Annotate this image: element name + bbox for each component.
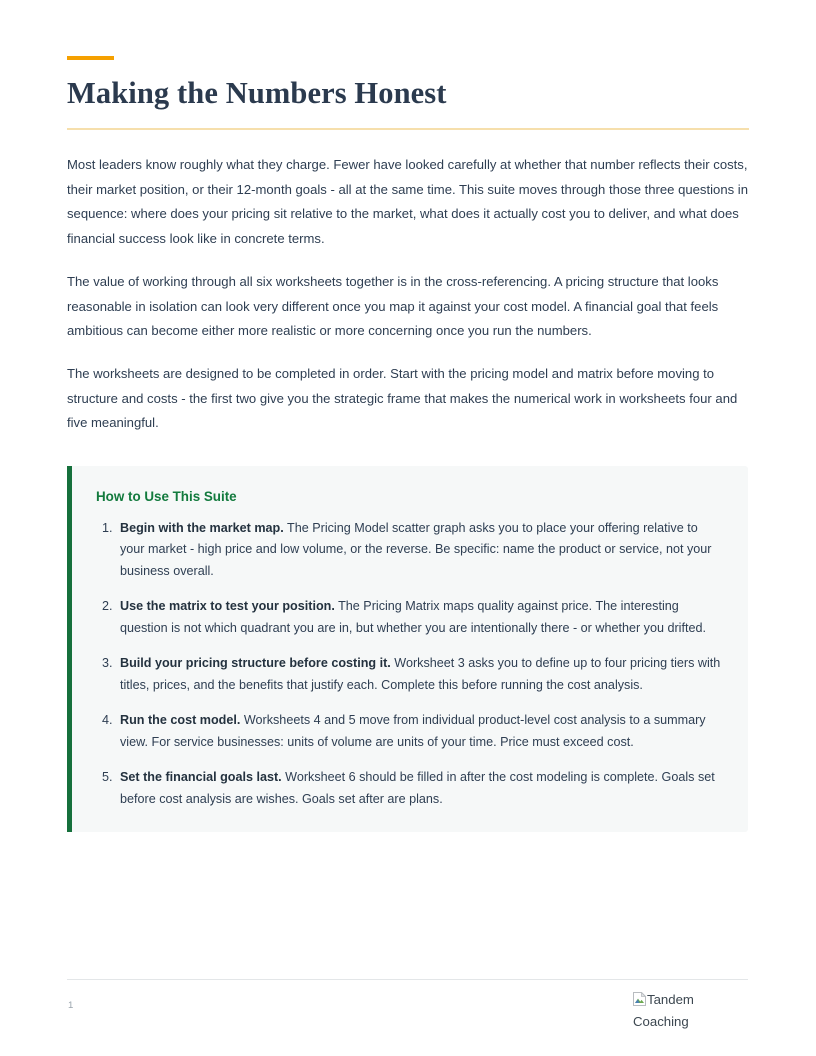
page-title: Making the Numbers Honest	[67, 76, 447, 110]
page-footer	[67, 979, 748, 1040]
list-item-lead: Begin with the market map.	[120, 520, 284, 535]
list-item	[116, 518, 722, 583]
paragraph-2: The value of working through all six worksheets together is in the cross-referencing. A pricing structure that looks reasonable in isolation can look very different once you map it against your cost model. A financial goal that feels ambitious can become either more realistic or more concerning once you run the numbers.	[67, 273, 719, 339]
callout-heading: How to Use This Suite	[96, 489, 237, 505]
list-item-lead: Use the matrix to test your position.	[120, 599, 335, 614]
title-divider-rule	[67, 128, 749, 130]
list-item-text: The Pricing Matrix maps quality against price. The interesting question is not which quadrant you are in, but whether you are intentionally there - or whether you drifted.	[120, 599, 706, 635]
list-item-text: Worksheets 4 and 5 move from individual product-level cost analysis to a summary view. For service businesses: units of volume are units of your time. Price must exceed cost.	[120, 713, 706, 749]
paragraph-1: Most leaders know roughly what they charge. Fewer have looked carefully at whether that number reflects their costs, their market position, or their 12-month goals - all at the same time. This suite moves through those three questions in sequence: where does your pricing sit relative to the market, what does it actually cost you to deliver, and what does financial success look like in concrete terms.	[67, 157, 748, 247]
list-item-text: Worksheet 6 should be filled in after the cost modeling is complete. Goals set before cost analysis are wishes. Goals set after are plans.	[120, 770, 715, 806]
list-item-lead: Set the financial goals last.	[120, 770, 282, 785]
list-item-lead: Run the cost model.	[120, 713, 241, 728]
list-item	[116, 653, 722, 696]
paragraph-3: The worksheets are designed to be completed in order. Start with the pricing model and matrix before moving to structure and costs - the first two give you the strategic frame that makes the numerical work in worksheets four and five meaningful.	[67, 365, 738, 431]
callout-instruction-list	[96, 518, 722, 811]
brand-logo-slot	[633, 989, 719, 1033]
list-item-text: The Pricing Model scatter graph asks you to place your offering relative to your market - high price and low volume, or the reverse. Be specific: name the product or service, not your business overall.	[120, 520, 712, 578]
list-item-text: Worksheet 3 asks you to define up to four pricing tiers with titles, prices, and the benefits that justify each. Complete this before running the cost analysis.	[120, 656, 721, 692]
page-number: 1	[68, 1000, 74, 1011]
list-item	[116, 767, 722, 810]
body-copy	[67, 153, 748, 436]
title-accent-bar	[67, 56, 114, 60]
list-item-lead: Build your pricing structure before costing it.	[120, 656, 391, 671]
broken-image-icon	[633, 991, 646, 1005]
brand-alt-text: Tandem Coaching	[633, 992, 694, 1029]
how-to-use-callout	[67, 466, 748, 832]
list-item	[116, 596, 722, 639]
list-item	[116, 710, 722, 753]
